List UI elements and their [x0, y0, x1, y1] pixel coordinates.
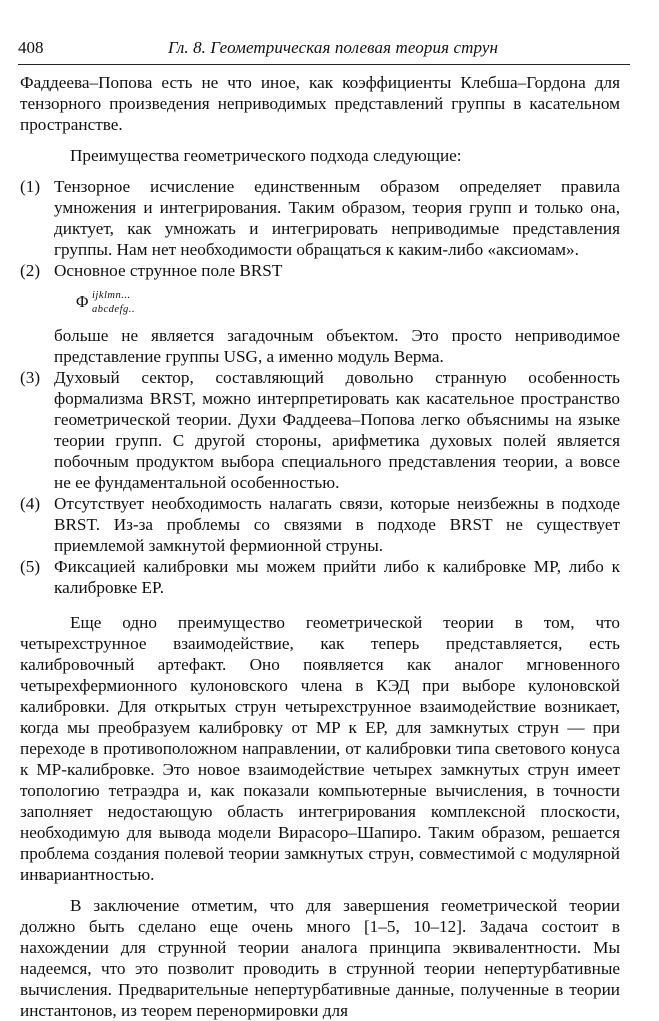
advantages-lead: Преимущества геометрического подхода следующие: — [70, 146, 462, 165]
list-item — [20, 493, 620, 556]
formula-subscript: abcdefg.. — [92, 304, 135, 315]
page-number: 408 — [18, 38, 44, 57]
paragraph-conclusion: В заключение отметим, что для завершения геометрической теории должно быть сделано еще очень много [1–5, 10–12]. Задача состоит в нахождении для струнной теории аналога принципа эквивалентности. Мы надеемся, что это позволит проводить в струнной теории непертурбативные вычисления. Предварительные непертурбативные данные, полученные в теории инстантонов, из теорем перенормировки для — [20, 896, 620, 1020]
item-number: (1) — [20, 177, 41, 196]
item-text: Отсутствует необходимость налагать связи, которые неизбежны в подходе BRST. Из-за проблемы со связями в подходе BRST не существует приемлемой замкнутой фермионной струны. — [54, 494, 620, 555]
formula-symbol: Φ — [76, 292, 89, 311]
page-body — [20, 72, 620, 1021]
list-item — [20, 367, 620, 493]
item-number: (3) — [20, 368, 41, 387]
item-number: (4) — [20, 494, 41, 513]
item-2-continuation: больше не является загадочным объектом. Это просто неприводимое представление группы USG, а именно модуль Верма. — [54, 326, 620, 366]
formula-brst-field — [20, 281, 620, 325]
running-title: Гл. 8. Геометрическая полевая теория струн — [168, 38, 499, 57]
item-number: (5) — [20, 557, 41, 576]
item-text: Основное струнное поле BRST — [54, 261, 283, 280]
item-text: Духовый сектор, составляющий довольно странную особенность формализма BRST, можно интерпретировать как касательное пространство геометрической теории. Духи Фаддеева–Попова легко объяснимы на языке теории групп. С другой стороны, арифметика духовых полей является побочным продуктом выбора специального представления теории, а вовсе не ее фундаментальной особенностью. — [54, 368, 620, 492]
list-item — [20, 260, 620, 281]
page-header — [18, 38, 628, 62]
item-text: Фиксацией калибровки мы можем прийти либо к калибровке MP, либо к калибровке EP. — [54, 557, 620, 597]
item-text: Тензорное исчисление единственным образом определяет правила умножения и интегрирования. Таким образом, теория групп и только она, диктует, как умножать и интегрировать неприводимые представления группы. Нам нет необходимости обращаться к каким-либо «аксиомам». — [54, 177, 620, 259]
list-item — [20, 556, 620, 598]
list-item — [20, 176, 620, 260]
header-rule — [18, 64, 630, 65]
paragraph-geometric-advantage: Еще одно преимущество геометрической теории в том, что четырехструнное взаимодействие, как теперь представляется, есть калибровочный артефакт. Оно появляется как аналог мгновенного четырехфермионного кулоновского члена в КЭД при выборе кулоновской калибровки. Для открытых струн четырехструнное взаимодействие возникает, когда мы преобразуем калибровку от MP к EP, для замкнутых струн — при переходе в противоположном направлении, от калибровки типа светового конуса к MP-калибровке. Это новое взаимодействие четырех замкнутых струн имеет топологию тетраэдра и, как показали компьютерные вычисления, в точности заполняет недостающую область интегрирования комплексной плоскости, необходимую для вывода модели Вирасоро–Шапиро. Таким образом, решается проблема создания полевой теории замкнутых струн, совместимой с модулярной инвариантностью. — [20, 613, 620, 884]
item-number: (2) — [20, 261, 41, 280]
paragraph-intro: Фаддеева–Попова есть не что иное, как коэффициенты Клебша–Гордона для тензорного произведения неприводимых представлений группы в касательном пространстве. — [20, 73, 620, 134]
formula-superscript: ijklmn... — [92, 290, 131, 301]
